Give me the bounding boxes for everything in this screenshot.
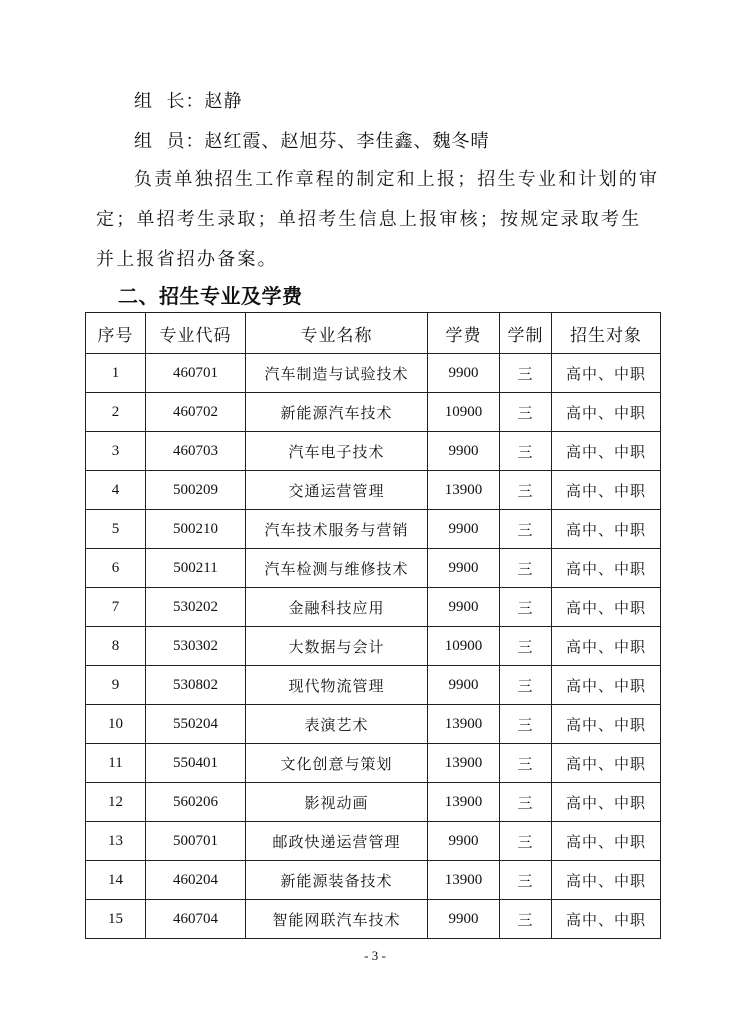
duration-cell: 三 [500,432,552,471]
tuition-cell: 13900 [428,744,500,783]
tuition-cell: 13900 [428,861,500,900]
duration-cell: 三 [500,900,552,939]
major-code-cell: 530302 [146,627,246,666]
major-code-cell: 500211 [146,549,246,588]
target-cell: 高中、中职 [552,393,661,432]
header-major-name: 专业名称 [246,313,428,354]
table-row [86,744,661,783]
table-row [86,510,661,549]
major-name-cell: 智能网联汽车技术 [246,900,428,939]
major-name-cell: 汽车技术服务与营销 [246,510,428,549]
seq-cell: 12 [86,783,146,822]
major-name-cell: 金融科技应用 [246,588,428,627]
tuition-cell: 9900 [428,549,500,588]
duration-cell: 三 [500,471,552,510]
major-code-cell: 460701 [146,354,246,393]
majors-table [85,312,661,939]
table-row [86,900,661,939]
page-number: - 3 - [364,948,386,963]
table-row [86,432,661,471]
major-name-cell: 影视动画 [246,783,428,822]
header-row [86,313,661,354]
seq-cell: 4 [86,471,146,510]
major-code-cell: 530802 [146,666,246,705]
seq-cell: 11 [86,744,146,783]
header-major-code: 专业代码 [146,313,246,354]
tuition-cell: 9900 [428,822,500,861]
seq-cell: 14 [86,861,146,900]
tuition-cell: 9900 [428,354,500,393]
table-row [86,861,661,900]
tuition-cell: 13900 [428,471,500,510]
group-leader-line: 组 长：赵静 [134,91,243,112]
header-duration: 学制 [500,313,552,354]
seq-cell: 10 [86,705,146,744]
seq-cell: 6 [86,549,146,588]
target-cell: 高中、中职 [552,783,661,822]
major-name-cell: 邮政快递运营管理 [246,822,428,861]
table-row [86,666,661,705]
seq-cell: 2 [86,393,146,432]
duration-cell: 三 [500,666,552,705]
target-cell: 高中、中职 [552,900,661,939]
table-header [86,313,661,354]
major-name-cell: 大数据与会计 [246,627,428,666]
major-name-cell: 新能源装备技术 [246,861,428,900]
tuition-cell: 13900 [428,783,500,822]
duties-paragraph: 负责单独招生工作章程的制定和上报；招生专业和计划的审定；单招考生录取；单招考生信息上报审核；按规定录取考生并上报省招办备案。 [96,169,660,270]
tuition-cell: 9900 [428,900,500,939]
duration-cell: 三 [500,510,552,549]
major-code-cell: 560206 [146,783,246,822]
seq-cell: 1 [86,354,146,393]
table-row [86,627,661,666]
target-cell: 高中、中职 [552,822,661,861]
major-code-cell: 500210 [146,510,246,549]
target-cell: 高中、中职 [552,588,661,627]
seq-cell: 9 [86,666,146,705]
target-cell: 高中、中职 [552,354,661,393]
major-code-cell: 550401 [146,744,246,783]
seq-cell: 5 [86,510,146,549]
table-row [86,783,661,822]
table-body [86,354,661,939]
major-code-cell: 500209 [146,471,246,510]
major-name-cell: 表演艺术 [246,705,428,744]
header-seq: 序号 [86,313,146,354]
tuition-cell: 9900 [428,510,500,549]
target-cell: 高中、中职 [552,471,661,510]
seq-cell: 13 [86,822,146,861]
duration-cell: 三 [500,588,552,627]
major-code-cell: 550204 [146,705,246,744]
major-name-cell: 文化创意与策划 [246,744,428,783]
header-tuition: 学费 [428,313,500,354]
duration-cell: 三 [500,393,552,432]
major-name-cell: 新能源汽车技术 [246,393,428,432]
table-row [86,549,661,588]
major-name-cell: 现代物流管理 [246,666,428,705]
table-row [86,354,661,393]
table-row [86,393,661,432]
duration-cell: 三 [500,744,552,783]
duration-cell: 三 [500,549,552,588]
duration-cell: 三 [500,354,552,393]
tuition-cell: 10900 [428,393,500,432]
table-row [86,705,661,744]
header-target: 招生对象 [552,313,661,354]
major-name-cell: 汽车电子技术 [246,432,428,471]
major-code-cell: 460204 [146,861,246,900]
target-cell: 高中、中职 [552,549,661,588]
target-cell: 高中、中职 [552,705,661,744]
duration-cell: 三 [500,783,552,822]
tuition-cell: 9900 [428,666,500,705]
seq-cell: 15 [86,900,146,939]
table-row [86,471,661,510]
major-code-cell: 460704 [146,900,246,939]
seq-cell: 7 [86,588,146,627]
tuition-cell: 9900 [428,588,500,627]
tuition-cell: 9900 [428,432,500,471]
duration-cell: 三 [500,705,552,744]
tuition-cell: 13900 [428,705,500,744]
target-cell: 高中、中职 [552,744,661,783]
group-members-line: 组 员：赵红霞、赵旭芬、李佳鑫、魏冬晴 [134,131,490,152]
major-name-cell: 汽车制造与试验技术 [246,354,428,393]
seq-cell: 3 [86,432,146,471]
major-code-cell: 530202 [146,588,246,627]
major-name-cell: 交通运营管理 [246,471,428,510]
table-row [86,822,661,861]
duration-cell: 三 [500,861,552,900]
duration-cell: 三 [500,627,552,666]
target-cell: 高中、中职 [552,510,661,549]
tuition-cell: 10900 [428,627,500,666]
target-cell: 高中、中职 [552,627,661,666]
duration-cell: 三 [500,822,552,861]
major-code-cell: 460702 [146,393,246,432]
seq-cell: 8 [86,627,146,666]
target-cell: 高中、中职 [552,666,661,705]
major-code-cell: 500701 [146,822,246,861]
table-row [86,588,661,627]
target-cell: 高中、中职 [552,861,661,900]
major-code-cell: 460703 [146,432,246,471]
section-heading: 二、招生专业及学费 [118,284,303,308]
target-cell: 高中、中职 [552,432,661,471]
major-name-cell: 汽车检测与维修技术 [246,549,428,588]
